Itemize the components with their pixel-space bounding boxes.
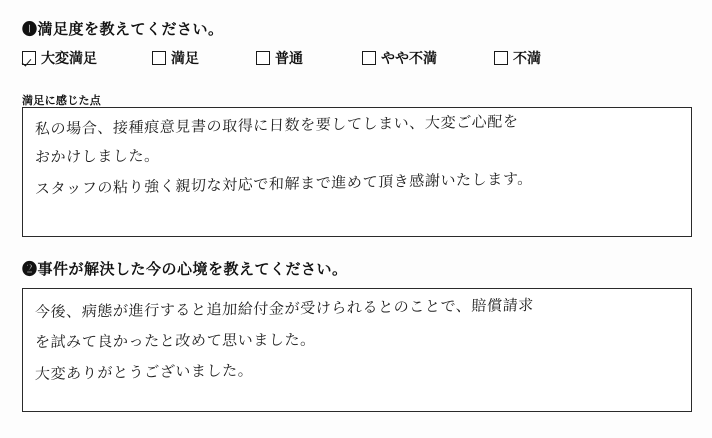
handwritten-line: おかけしました。 (34, 146, 161, 167)
handwritten-line: 大変ありがとうございました。 (34, 361, 254, 384)
handwritten-line: 私の場合、接種痕意見書の取得に日数を要してしまい、大変ご心配を (34, 112, 519, 139)
checkbox-checked-icon[interactable] (22, 51, 36, 65)
checkbox-icon[interactable] (362, 51, 376, 65)
question-1-answer-box[interactable] (22, 107, 692, 237)
option-satisfied[interactable] (152, 48, 199, 68)
option-very-satisfied[interactable] (22, 48, 97, 68)
handwritten-line: を試みて良かったと改めて思いました。 (34, 330, 317, 352)
question-2-answer-box[interactable] (22, 288, 692, 412)
question-2-title: ❷事件が解決した今の心境を教えてください。 (22, 261, 348, 278)
option-dissatisfied[interactable] (494, 48, 541, 68)
checkbox-icon[interactable] (152, 51, 166, 65)
option-somewhat-dissatisfied[interactable] (362, 48, 437, 68)
question-1-title: ❶満足度を教えてください。 (22, 21, 224, 38)
handwritten-line: スタッフの粘り強く親切な対応で和解まで進めて頂き感謝いたします。 (34, 169, 534, 199)
option-label: 大変満足 (41, 50, 97, 66)
option-label: 普通 (275, 50, 303, 66)
option-label: やや不満 (381, 50, 437, 66)
option-neutral[interactable] (256, 48, 303, 68)
question-1-field-label: 満足に感じた点 (22, 95, 102, 107)
handwritten-line: 今後、病態が進行すると追加給付金が受けられるとのことで、賠償請求 (34, 296, 535, 322)
checkbox-icon[interactable] (494, 51, 508, 65)
checkbox-icon[interactable] (256, 51, 270, 65)
option-label: 満足 (171, 50, 199, 66)
satisfaction-option-group[interactable] (22, 48, 582, 72)
option-label: 不満 (513, 50, 541, 66)
